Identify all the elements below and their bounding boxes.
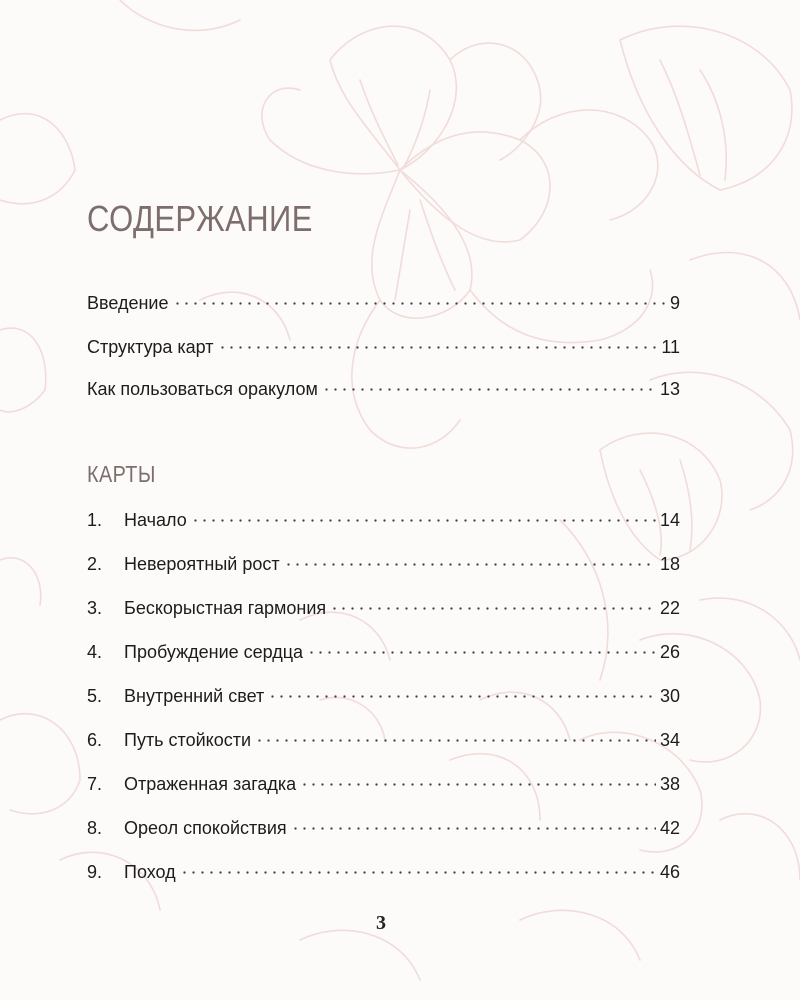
toc-entry-page: 42 bbox=[659, 818, 680, 838]
dot-leader bbox=[180, 871, 656, 874]
toc-entry-label: Путь стойкости bbox=[124, 730, 252, 750]
dot-leader bbox=[173, 302, 666, 305]
toc-entry-label: Поход bbox=[124, 862, 176, 882]
card-number: 8. bbox=[87, 818, 103, 838]
toc-card-entry[interactable] bbox=[87, 728, 680, 752]
card-number: 5. bbox=[87, 686, 103, 706]
toc-entry-label: Отраженная загадка bbox=[124, 774, 297, 794]
toc-entry-page: 46 bbox=[659, 862, 680, 882]
card-number: 7. bbox=[87, 774, 103, 794]
toc-entry-intro[interactable] bbox=[87, 291, 680, 315]
card-number: 6. bbox=[87, 730, 103, 750]
toc-entry-label: Пробуждение сердца bbox=[124, 642, 304, 662]
toc-entry-structure[interactable] bbox=[87, 335, 680, 359]
dot-leader bbox=[300, 783, 656, 786]
toc-entry-label: Внутренний свет bbox=[124, 686, 265, 706]
toc-entry-label: Невероятный рост bbox=[124, 554, 280, 574]
toc-entry-page: 38 bbox=[659, 774, 680, 794]
toc-card-entry[interactable] bbox=[87, 640, 680, 664]
dot-leader bbox=[291, 827, 656, 830]
dot-leader bbox=[284, 563, 656, 566]
card-number: 3. bbox=[87, 598, 103, 618]
dot-leader bbox=[268, 695, 656, 698]
toc-entry-label: Начало bbox=[124, 510, 187, 530]
toc-entry-page: 18 bbox=[659, 554, 680, 574]
dot-leader bbox=[307, 651, 656, 654]
toc-entry-page: 26 bbox=[659, 642, 680, 662]
toc-card-entry[interactable] bbox=[87, 816, 680, 840]
toc-entry-label: Бескорыстная гармония bbox=[124, 598, 327, 618]
toc-entry-label: Ореол спокойствия bbox=[124, 818, 287, 838]
toc-card-entry[interactable] bbox=[87, 860, 680, 884]
dot-leader bbox=[218, 346, 658, 349]
toc-entry-page: 9 bbox=[669, 293, 680, 313]
toc-entry-page: 14 bbox=[659, 510, 680, 530]
toc-card-entry[interactable] bbox=[87, 508, 680, 532]
toc-entry-label: Структура карт bbox=[87, 337, 214, 357]
card-number: 2. bbox=[87, 554, 103, 574]
dot-leader bbox=[255, 739, 656, 742]
card-number: 9. bbox=[87, 862, 103, 882]
page-number: 3 bbox=[376, 912, 386, 934]
toc-card-entry[interactable] bbox=[87, 596, 680, 620]
section-heading-cards: КАРТЫ bbox=[87, 461, 156, 487]
toc-card-entry[interactable] bbox=[87, 552, 680, 576]
toc-entry-how-to-use[interactable] bbox=[87, 377, 680, 401]
toc-entry-page: 34 bbox=[659, 730, 680, 750]
toc-entry-label: Как пользоваться оракулом bbox=[87, 379, 318, 399]
page-title: СОДЕРЖАНИЕ bbox=[87, 198, 313, 239]
toc-entry-label: Введение bbox=[87, 293, 169, 313]
dot-leader bbox=[191, 519, 656, 522]
toc-entry-page: 13 bbox=[659, 379, 680, 399]
toc-entry-page: 30 bbox=[659, 686, 680, 706]
toc-entry-page: 22 bbox=[659, 598, 680, 618]
toc-entry-page: 11 bbox=[661, 337, 680, 357]
toc-card-entry[interactable] bbox=[87, 684, 680, 708]
dot-leader bbox=[330, 607, 656, 610]
card-number: 4. bbox=[87, 642, 103, 662]
dot-leader bbox=[322, 388, 656, 391]
toc-card-entry[interactable] bbox=[87, 772, 680, 796]
card-number: 1. bbox=[87, 510, 103, 530]
